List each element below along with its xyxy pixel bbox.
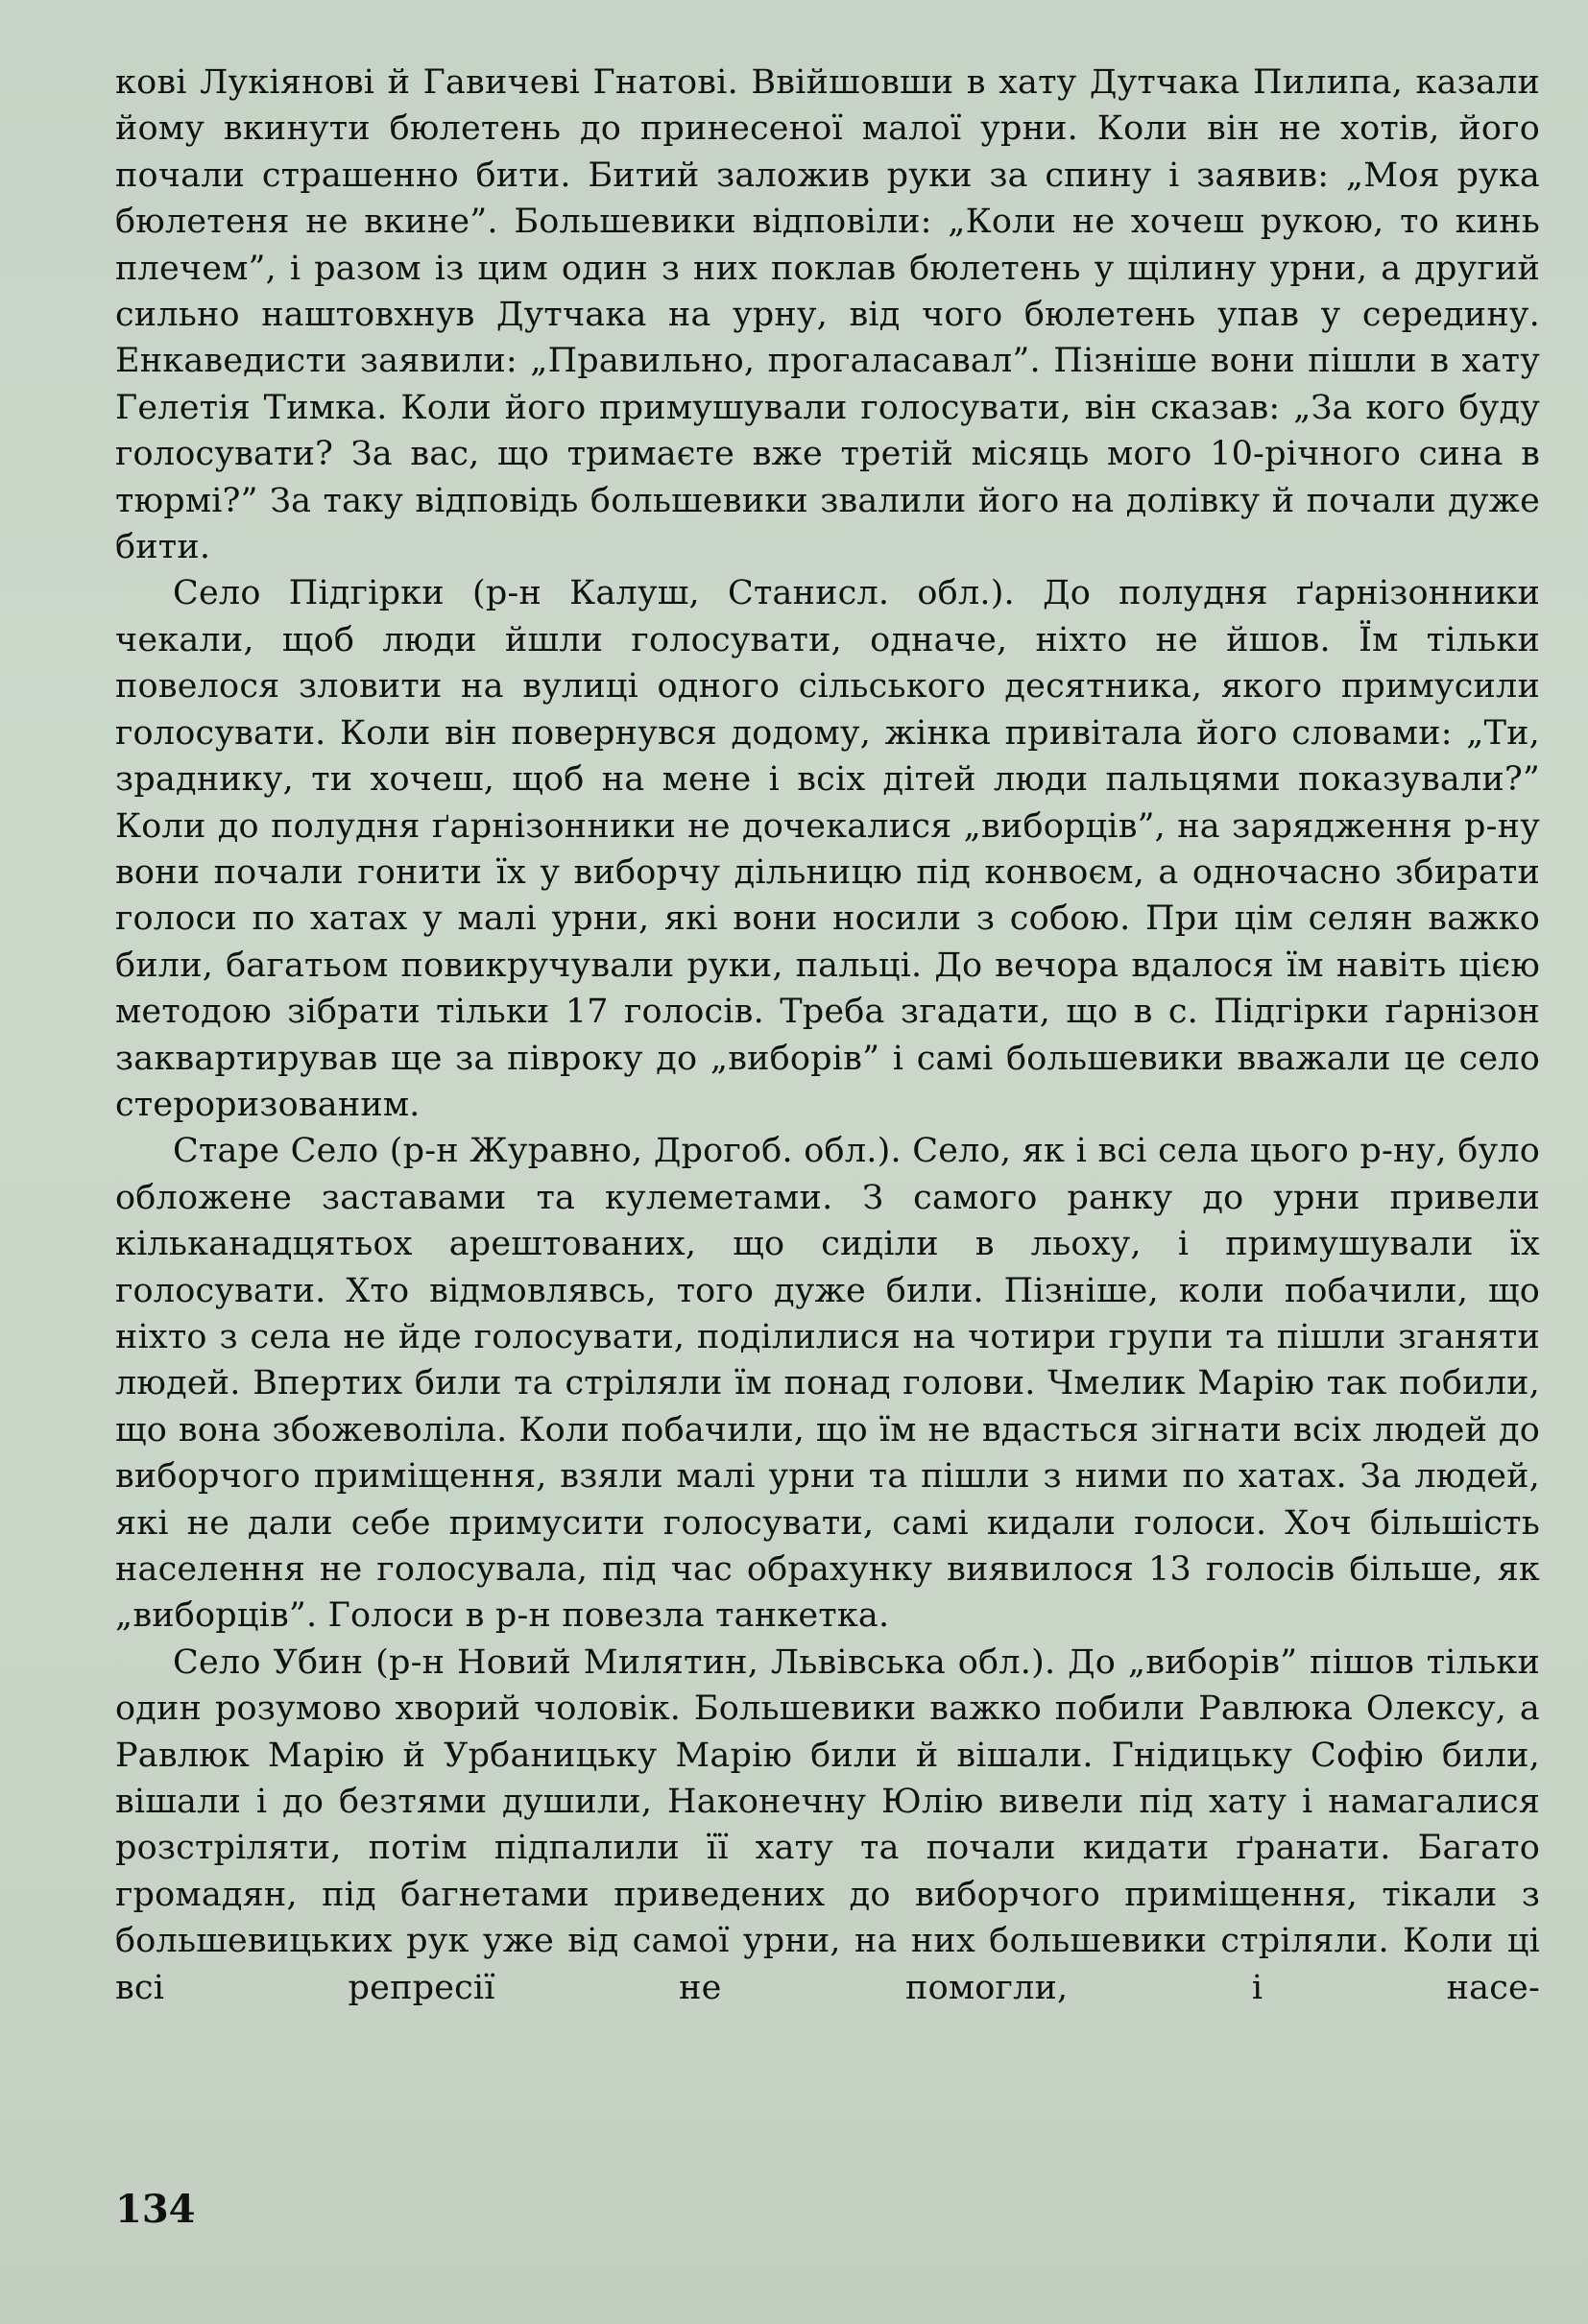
paragraph-3: Старе Село (р-н Журавно, Дрогоб. обл.). Село, як і всі села цього р-ну, було обложене заставами та кулеметами. З самого ранку до урни привели кільканадцятьох арештованих, що сиділи в льоху, і примушували їх голосувати. Хто відмовлявсь, того дуже били. Пізніше, коли побачили, що ніхто з села не йде голосувати, поділилися на чотири групи та пішли зганяти людей. Впертих били та стріляли їм понад голови. Чмелик Марію так побили, що вона збожеволіла. Коли побачили, що їм не вдасться зігнати всіх людей до виборчого приміщення, взяли малі урни та пішли з ними по хатах. За людей, які не дали себе примусити голосувати, самі кидали голоси. Хоч більшість населення не голосувала, під час обрахунку виявилося 13 голосів більше, як „виборців”. Голоси в р-н повезла танкетка. bbox=[115, 1132, 1540, 1636]
paragraph-1: кові Лукіянові й Гавичеві Гнатові. Ввійшовши в хату Дутчака Пилипа, казали йому вкинути бюлетень до принесеної малої урни. Коли він не хотів, його почали страшенно бити. Битий заложив руки за спину і заявив: „Моя рука бюлетеня не вкине”. Большевики відповіли: „Коли не хочеш рукою, то кинь плечем”, і разом із цим один з них поклав бюлетень у щілину урни, а другий сильно наштовхнув Дутчака на урну, від чого бюлетень упав у середину. Енкаведисти заявили: „Правильно, прогаласавал”. Пізніше вони пішли в хату Гелетія Тимка. Коли його примушували голосувати, він сказав: „За кого буду голосувати? За вас, що тримаєте вже третій місяць мого 10-річного сина в тюрмі?” За таку відповідь большевики звалили його на долівку й почали дуже бити. bbox=[115, 63, 1540, 567]
paragraph-4: Село Убин (р-н Новий Милятин, Львівська обл.). До „виборів” пішов тільки один розумово хворий чоловік. Большевики важко побили Равлюка Олексу, а Равлюк Марію й Урбаницьку Марію били й вішали. Гнідицьку Софію били, вішали і до безтями душили, Наконечну Юлію вивели під хату і намагалися розстріляти, потім підпалили її хату та почали кидати ґранати. Багато громадян, під багнетами приведених до виборчого приміщення, тікали з большевицьких рук уже від самої урни, на них большевики стріляли. Коли ці всі репресії не помогли, і насе- bbox=[115, 1642, 1540, 2007]
body-text bbox=[115, 60, 1540, 2011]
paragraph-2: Село Підгірки (р-н Калуш, Станисл. обл.). До полудня ґарнізонники чекали, щоб люди йшли голосувати, одначе, ніхто не йшов. Їм тільки повелося зловити на вулиці одного сільського десятника, якого примусили голосувати. Коли він повернувся додому, жінка привітала його словами: „Ти, зраднику, ти хочеш, щоб на мене і всіх дітей люди пальцями показували?” Коли до полудня ґарнізонники не дочекалися „виборців”, на зарядження р-ну вони почали гонити їх у виборчу дільницю під конвоєм, а одночасно збирати голоси по хатах у малі урни, які вони носили з собою. При цім селян важко били, багатьом повикручували руки, пальці. До вечора вдалося їм навіть цією методою зібрати тільки 17 голосів. Треба згадати, що в с. Підгірки ґарнізон заквартирував ще за півроку до „виборів” і самі большевики вважали це село стероризованим. bbox=[115, 574, 1540, 1124]
page-number: 134 bbox=[115, 2187, 196, 2232]
